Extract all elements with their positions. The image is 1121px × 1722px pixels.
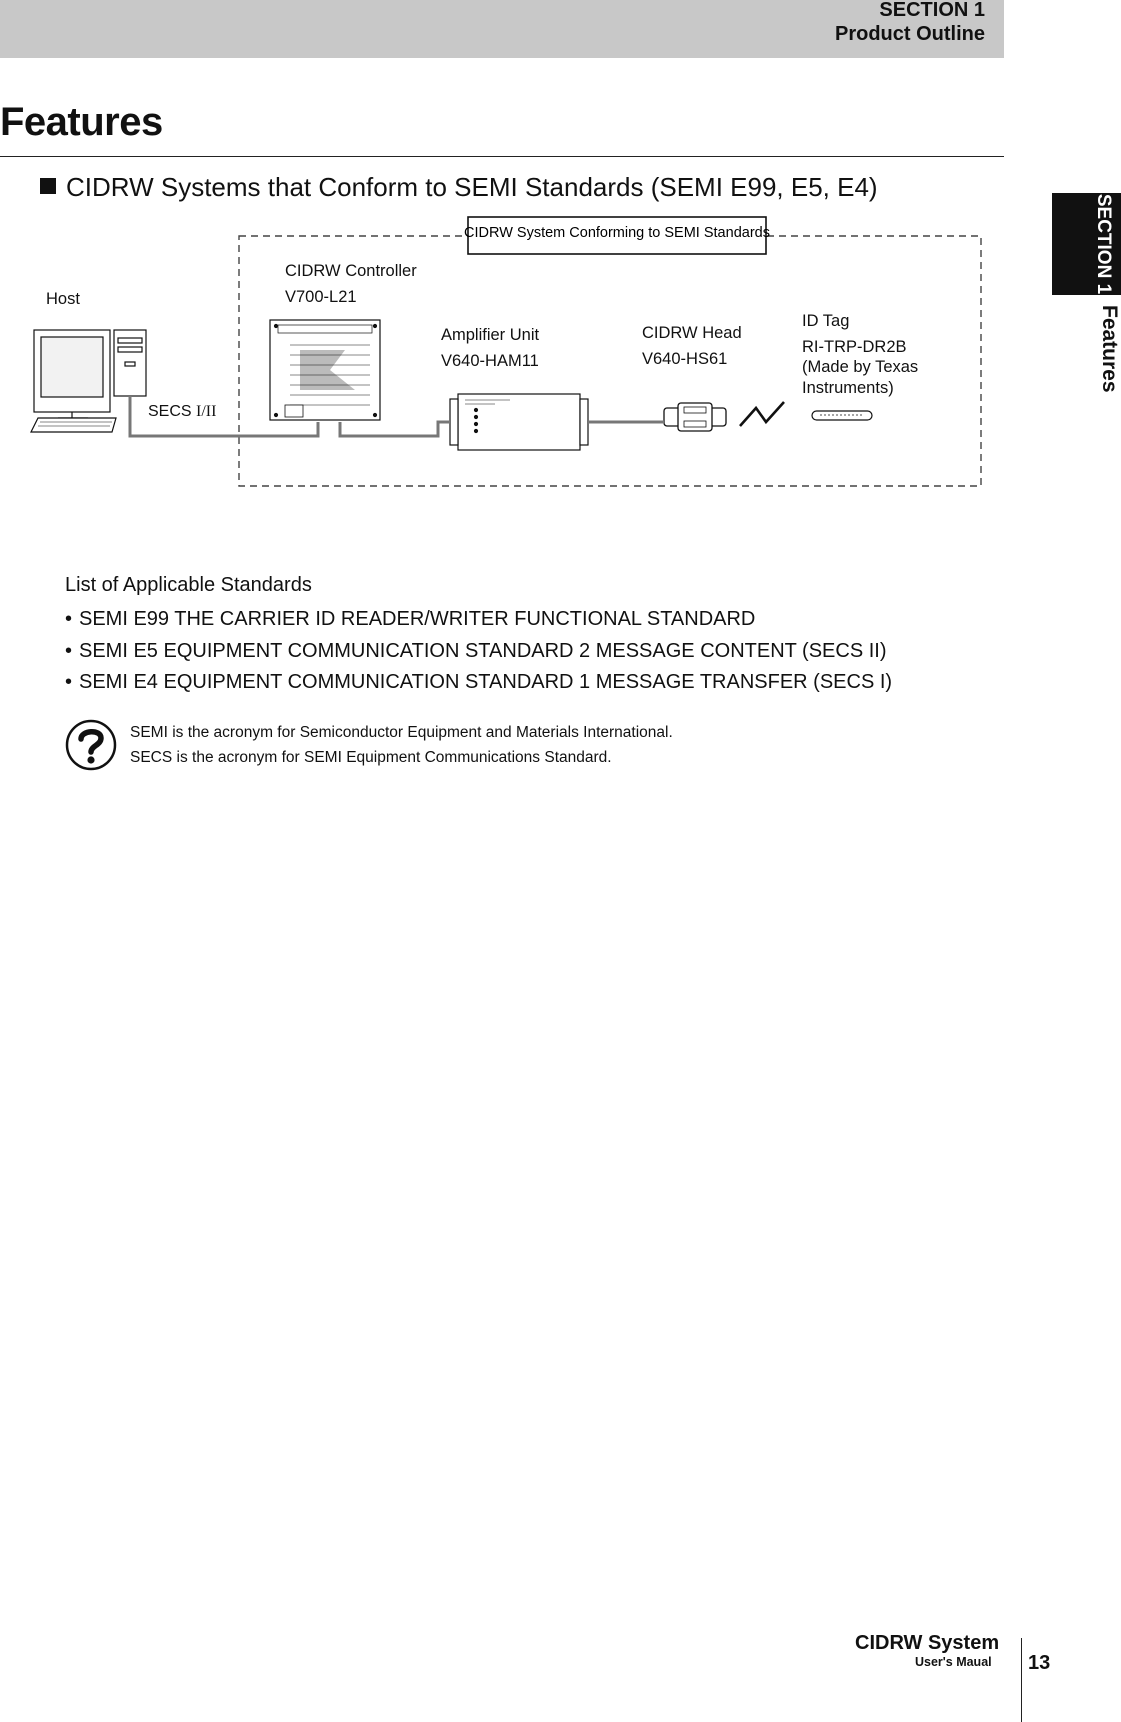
standard-text: SEMI E99 THE CARRIER ID READER/WRITER FUNCTIONAL STANDARD	[79, 608, 756, 630]
subheading-text: CIDRW Systems that Conform to SEMI Standards (SEMI E99, E5, E4)	[66, 172, 878, 202]
controller-device-icon	[270, 320, 380, 420]
controller-amplifier-cable	[340, 422, 450, 436]
wireless-signal-icon	[740, 402, 784, 426]
tag-maker-line2: Instruments)	[802, 379, 894, 397]
tag-model: RI-TRP-DR2B	[802, 338, 907, 356]
system-diagram	[0, 200, 1004, 500]
header-section	[835, 0, 985, 46]
link-label	[148, 401, 216, 423]
bullet: •	[65, 671, 73, 693]
note	[130, 720, 673, 770]
header-chapter: Product Outline	[835, 23, 985, 45]
controller-model: V700-L21	[285, 288, 357, 306]
standards-list	[65, 604, 892, 699]
side-tab-chapter: Features	[1098, 305, 1121, 393]
host-label: Host	[46, 290, 80, 308]
amplifier-name: Amplifier Unit	[441, 326, 540, 344]
head-model: V640-HS61	[642, 350, 728, 368]
link-label-suffix: I/II	[196, 403, 217, 420]
head-name: CIDRW Head	[642, 324, 742, 342]
standards-heading: List of Applicable Standards	[65, 574, 312, 596]
bullet: •	[65, 608, 73, 630]
boundary-label: CIDRW System Conforming to SEMI Standards	[464, 225, 770, 241]
footer-manual: User's Maual	[915, 1655, 992, 1669]
standard-text: SEMI E5 EQUIPMENT COMMUNICATION STANDARD 2 MESSAGE CONTENT (SECS II)	[79, 639, 887, 662]
amplifier-unit-icon	[450, 394, 588, 450]
cidrw-head-icon	[664, 403, 726, 431]
list-item	[65, 636, 892, 668]
question-mark-icon	[65, 719, 117, 771]
amplifier-model: V640-HAM11	[441, 352, 539, 370]
footer-divider	[1021, 1638, 1022, 1722]
note-line-2: SECS is the acronym for SEMI Equipment Communications Standard.	[130, 749, 612, 766]
controller-name: CIDRW Controller	[285, 262, 417, 280]
page-title: Features	[0, 100, 163, 144]
note-line-1: SEMI is the acronym for Semiconductor Equipment and Materials International.	[130, 724, 673, 741]
side-tab-section: SECTION 1	[1093, 193, 1114, 295]
tag-name: ID Tag	[802, 312, 850, 330]
id-tag-icon	[812, 411, 872, 420]
standard-text: SEMI E4 EQUIPMENT COMMUNICATION STANDARD 1 MESSAGE TRANSFER (SECS I)	[79, 671, 893, 693]
subheading	[40, 172, 878, 203]
list-item	[65, 604, 892, 636]
title-divider	[0, 156, 1004, 157]
footer-system: CIDRW System	[855, 1632, 1000, 1654]
tag-maker-line1: (Made by Texas	[802, 358, 919, 376]
link-label-prefix: SECS	[148, 403, 197, 420]
page-number: 13	[1028, 1652, 1051, 1674]
header-section-number: SECTION 1	[879, 0, 985, 21]
bullet: •	[65, 639, 73, 662]
square-bullet-icon	[40, 178, 56, 194]
list-item	[65, 667, 892, 699]
